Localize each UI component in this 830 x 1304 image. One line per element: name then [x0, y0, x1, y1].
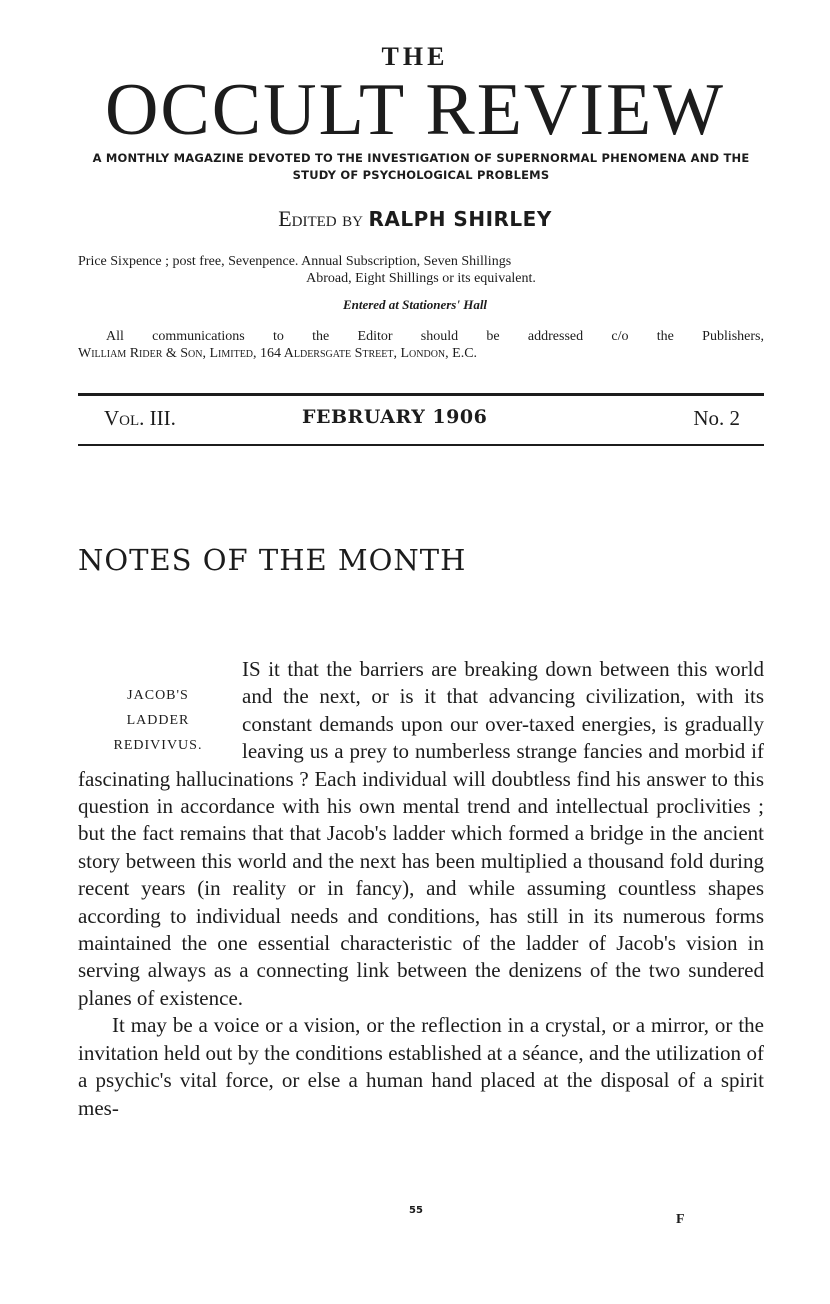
price-line-1: Price Sixpence ; post free, Sevenpence. Annual Subscription, Seven Shillings [78, 254, 512, 269]
issue-info-row [104, 406, 740, 436]
masthead-title: OCCULT REVIEW [104, 69, 726, 151]
masthead-subtitle: A MONTHLY MAGAZINE DEVOTED TO THE INVESTIGATION OF SUPERNORMAL PHENOMENA AND THE STUDY OF PSYCHOLOGICAL PROBLEMS [92, 151, 750, 182]
price-line-2: Abroad, Eight Shillings or its equivalent. [306, 271, 536, 286]
margin-note-line-3: REDIVIVUS. [113, 738, 203, 753]
price-notice [78, 253, 764, 287]
communications-notice [78, 328, 764, 362]
issue-volume: Vol. III. [104, 406, 176, 430]
masthead-the: THE [381, 42, 449, 71]
paragraph-1-text: IS it that the barriers are breaking down between this world and the next, or is it that advancing civilization, with its constant demands upon our over-taxed energies, is gradually leaving us a prey to numberless strange fancies and morbid if fascinating hallucinations ? Each individual will doubtless find his answer to this question in accordance with his own mental trend and intellectual proclivities ; but the fact remains that that Jacob's ladder which formed a bridge in the ancient story between this world and the next has been multiplied a thousand fold during recent years (in reality or in fancy), and while assuming countless shapes according to individual needs and conditions, has still in its numerous forms maintained the one essential characteristic of the ladder of Jacob's vision in serving always as a connecting link between the denizens of the two sundered planes of existence. [78, 657, 764, 1010]
paragraph-1 [78, 656, 764, 1012]
editor-name: RALPH SHIRLEY [368, 207, 552, 231]
issue-number: No. 2 [693, 406, 740, 430]
edited-by-label: Edited by [278, 206, 363, 231]
rule-top [78, 393, 764, 396]
margin-note-line-2: LADDER [126, 713, 190, 728]
rule-bottom [78, 444, 764, 446]
entered-notice: Entered at Stationers' Hall [342, 297, 488, 312]
margin-note-line-1: JACOB'S [127, 688, 189, 703]
margin-note [78, 657, 238, 758]
editor-line [0, 206, 830, 232]
page-number: 55 [409, 1205, 423, 1216]
comms-line-2: William Rider & Son, Limited, 164 Aldersgate Street, London, E.C. [78, 346, 478, 361]
signature-mark: F [676, 1212, 685, 1227]
article-body [78, 656, 764, 1122]
issue-date: FEBRUARY 1906 [302, 406, 488, 428]
section-title: NOTES OF THE MONTH [78, 543, 467, 577]
comms-line-1: All communications to the Editor should be addressed c/o the Publishers, [106, 329, 764, 344]
paragraph-2: It may be a voice or a vision, or the reflection in a crystal, or a mirror, or the invitation held out by the conditions established at a séance, and the utilization of a psychic's vital force, or else a human hand placed at the disposal of a spirit mes- [78, 1013, 764, 1120]
